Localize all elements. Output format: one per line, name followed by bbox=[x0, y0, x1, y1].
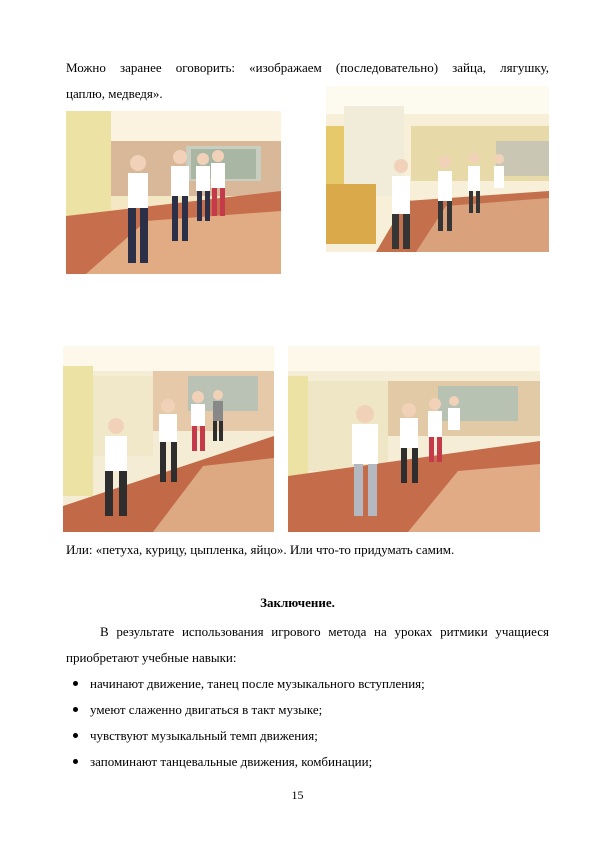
children-dancing-photo-4 bbox=[288, 346, 540, 532]
list-item: чувствуют музыкальный темп движения; bbox=[73, 726, 318, 746]
bullet-icon bbox=[73, 707, 78, 712]
children-dancing-photo-2 bbox=[326, 86, 549, 252]
children-dancing-photo-3 bbox=[63, 346, 274, 532]
bullet-icon bbox=[73, 681, 78, 686]
conclusion-paragraph-line-1: В результате использования игрового метода на уроках ритмики учащиеся bbox=[100, 624, 549, 639]
conclusion-heading: Заключение. bbox=[260, 595, 335, 610]
children-dancing-photo-1 bbox=[66, 111, 281, 274]
conclusion-paragraph-line-2: приобретают учебные навыки: bbox=[66, 650, 237, 665]
page-number: 15 bbox=[291, 788, 304, 802]
list-item: умеют слаженно двигаться в такт музыке; bbox=[73, 700, 322, 720]
list-item: начинают движение, танец после музыкального вступления; bbox=[73, 674, 425, 694]
list-item: запоминают танцевальные движения, комбинации; bbox=[73, 752, 372, 772]
photo-caption: Или: «петуха, курицу, цыпленка, яйцо». Или что-то придумать самим. bbox=[66, 542, 455, 557]
bullet-icon bbox=[73, 733, 78, 738]
intro-line-1: Можно заранее оговорить: «изображаем (последовательно) зайца, лягушку, bbox=[66, 60, 549, 75]
bullet-icon bbox=[73, 759, 78, 764]
intro-line-2: цаплю, медведя». bbox=[66, 86, 163, 101]
